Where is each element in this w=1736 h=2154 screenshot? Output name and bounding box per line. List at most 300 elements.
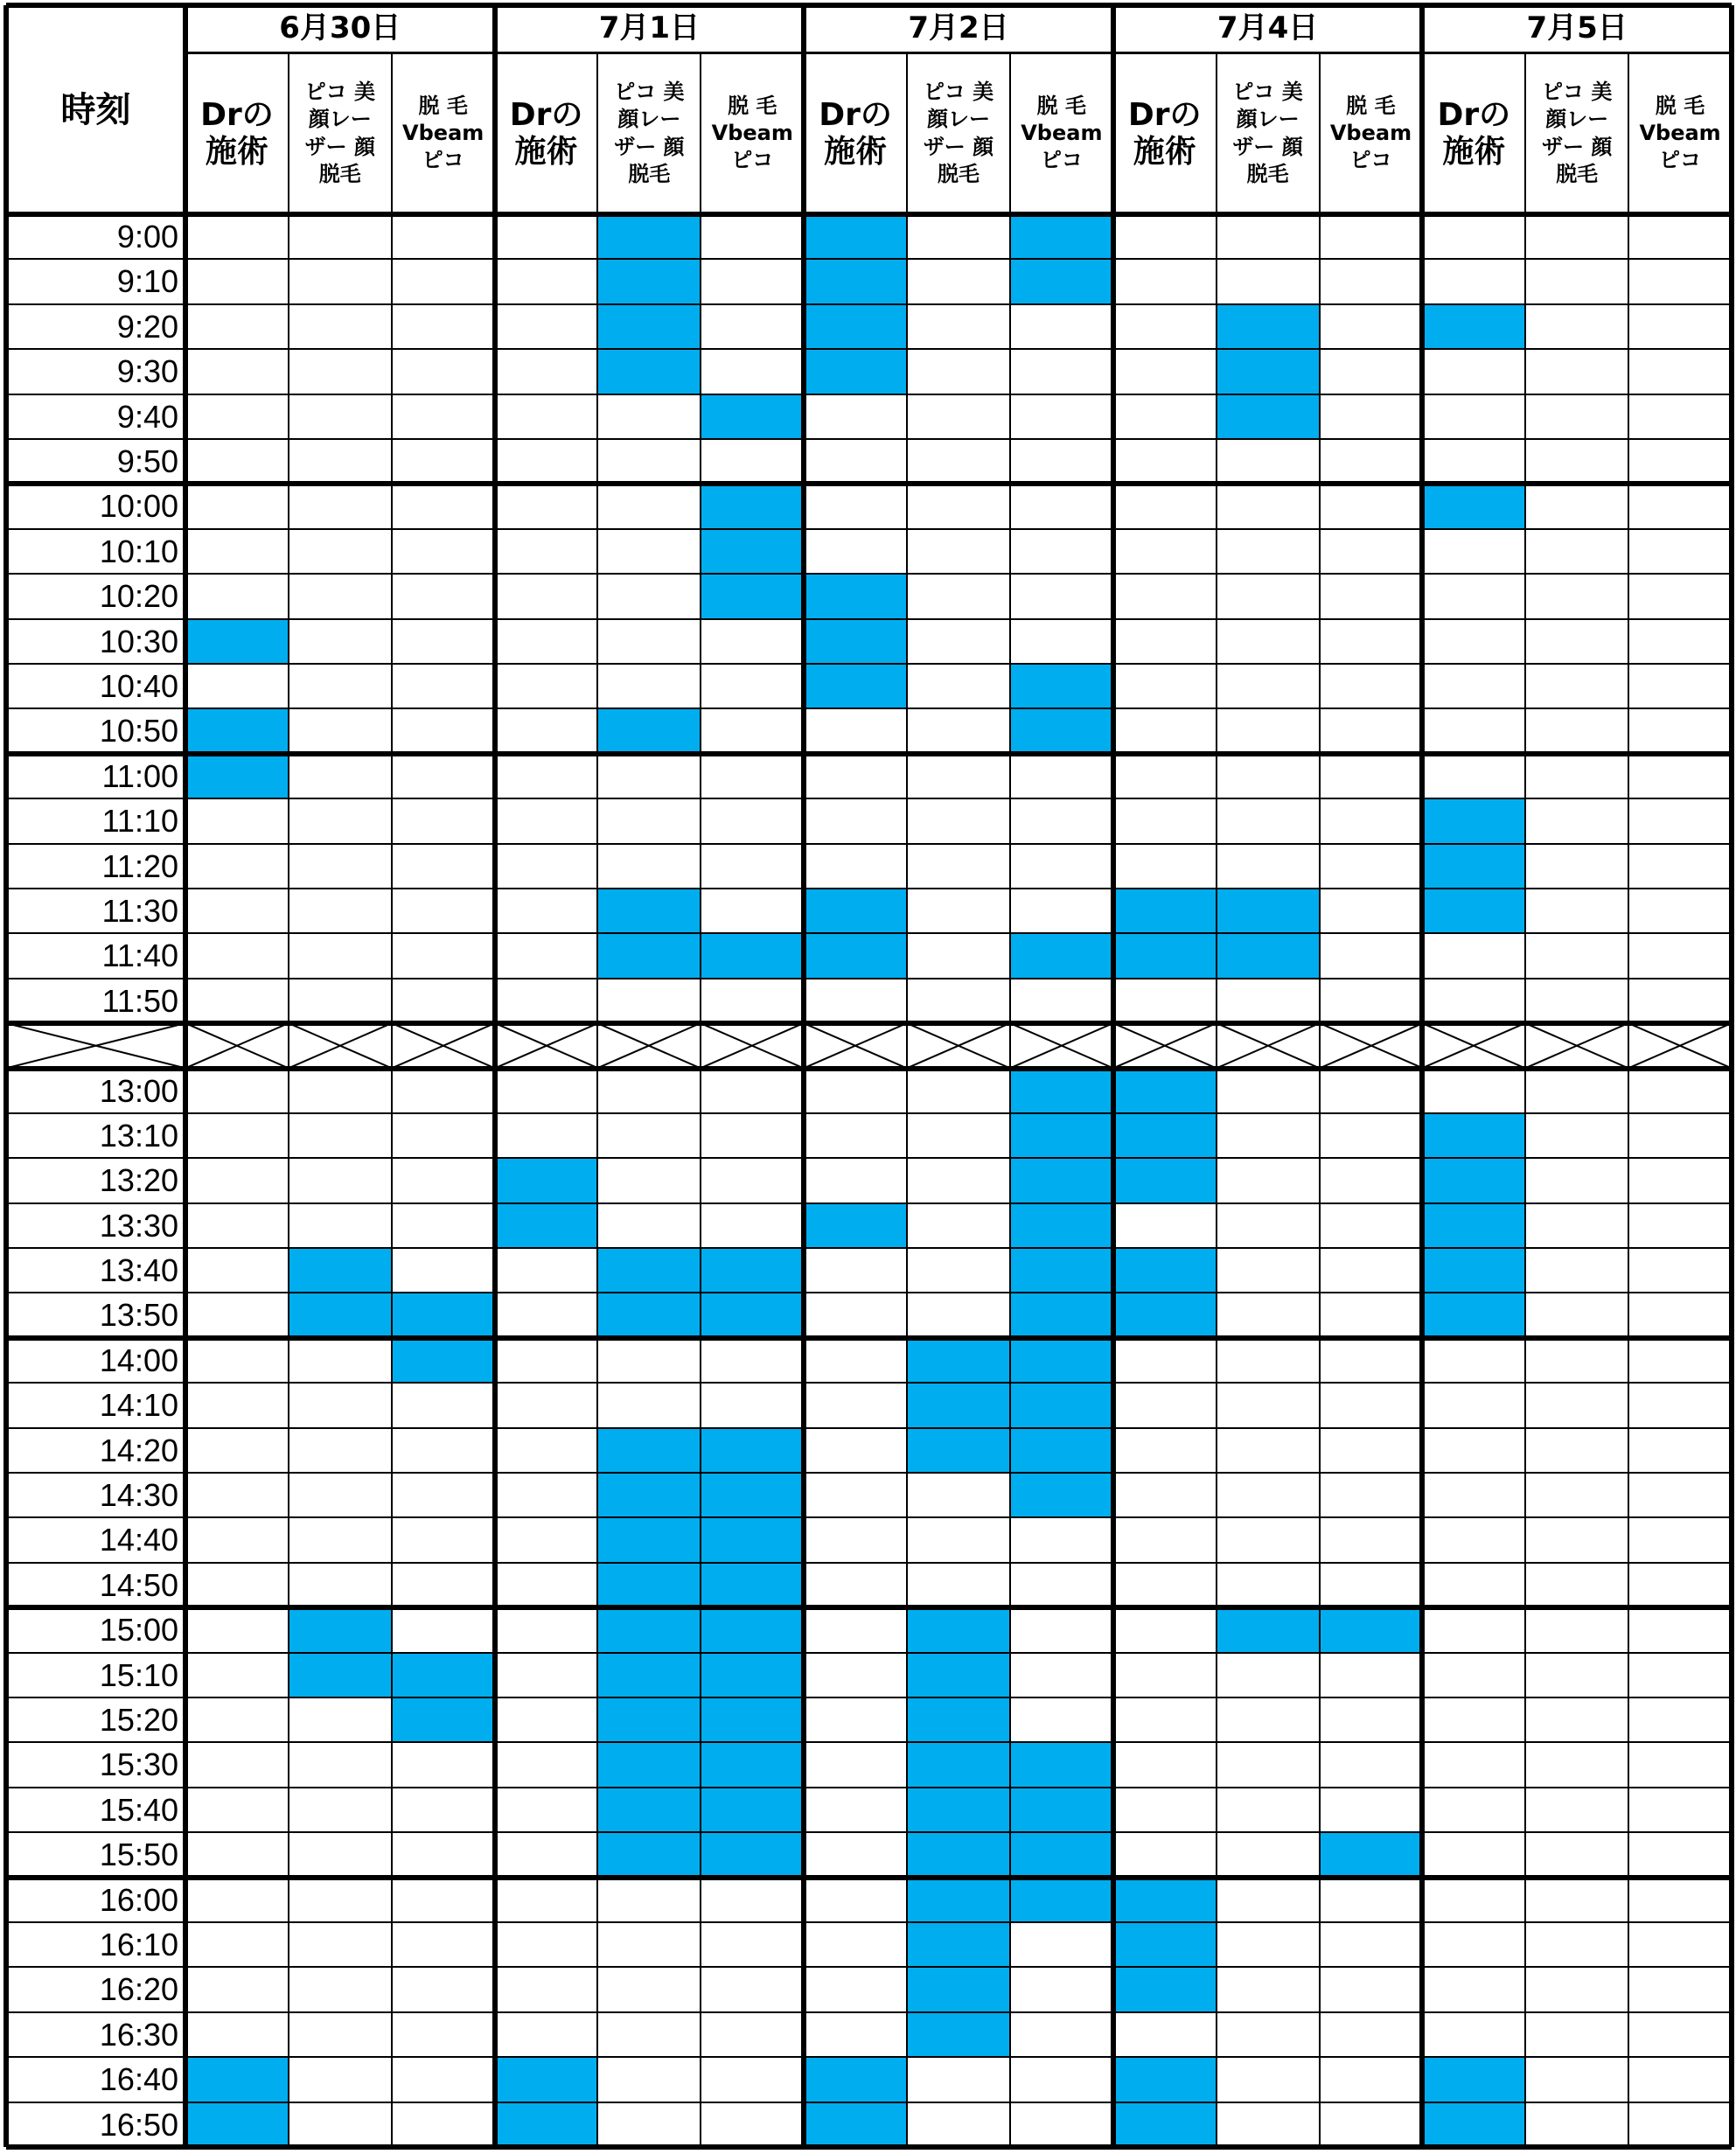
treatment-header	[597, 52, 701, 214]
time-label: 10:30	[99, 623, 178, 659]
booked-slot-4-0	[1422, 1158, 1525, 1202]
grid-line	[6, 1562, 1732, 1564]
treatment-header-line: ピコ 美	[1232, 80, 1303, 105]
break-cross	[495, 1023, 598, 1068]
break-cross	[1010, 1023, 1113, 1068]
time-label: 15:50	[99, 1837, 178, 1873]
booked-slot-1-2	[701, 1742, 804, 1787]
booked-slot-2-1	[907, 1922, 1010, 1967]
booked-slot-2-2	[1010, 1832, 1113, 1877]
break-cross	[1628, 1023, 1732, 1068]
booked-slot-0-2	[392, 1653, 495, 1697]
grid-line	[6, 751, 1732, 756]
treatment-header-line: ピコ	[1659, 148, 1702, 173]
booked-slot-4-0	[1422, 484, 1525, 528]
booked-slot-2-2	[1010, 1878, 1113, 1922]
booked-slot-2-2	[1010, 1203, 1113, 1248]
time-label: 16:20	[99, 1971, 178, 2008]
treatment-header-line: 顔レー	[617, 107, 681, 132]
booked-slot-2-0	[804, 619, 907, 664]
booked-slot-4-0	[1422, 1248, 1525, 1293]
treatment-header	[701, 52, 804, 214]
time-label: 14:50	[99, 1566, 178, 1603]
booked-slot-2-1	[907, 1338, 1010, 1383]
booked-slot-2-2	[1010, 214, 1113, 259]
break-cross	[1217, 1023, 1320, 1068]
grid-line	[6, 2056, 1732, 2058]
booked-slot-1-2	[701, 1697, 804, 1742]
booked-slot-1-1	[597, 304, 701, 349]
grid-line	[6, 1652, 1732, 1654]
booked-slot-2-1	[907, 1878, 1010, 1922]
time-label: 9:40	[116, 398, 178, 435]
grid-line	[6, 2011, 1732, 2013]
time-label: 15:30	[99, 1746, 178, 1783]
booked-slot-0-0	[185, 708, 289, 753]
booked-slot-2-1	[907, 1967, 1010, 2011]
booked-slot-1-1	[597, 349, 701, 394]
time-label: 13:00	[99, 1072, 178, 1109]
grid-line	[6, 212, 1732, 217]
grid-line	[6, 1831, 1732, 1833]
time-label: 14:00	[99, 1342, 178, 1378]
booked-slot-2-2	[1010, 933, 1113, 978]
time-label: 13:10	[99, 1117, 178, 1154]
booked-slot-2-2	[1010, 1293, 1113, 1337]
booked-slot-1-1	[597, 889, 701, 933]
treatment-header-line: 脱 毛	[418, 93, 468, 118]
booked-slot-2-1	[907, 2012, 1010, 2057]
booked-slot-2-1	[907, 1697, 1010, 1742]
grid-line	[6, 1516, 1732, 1518]
grid-line	[6, 1112, 1732, 1114]
time-label: 11:40	[101, 938, 178, 974]
booked-slot-3-0	[1113, 1922, 1217, 1967]
booked-slot-1-2	[701, 1563, 804, 1607]
booked-slot-1-2	[701, 933, 804, 978]
time-label: 10:10	[99, 533, 178, 569]
treatment-header-line: 顔レー	[926, 107, 990, 132]
grid-line	[6, 303, 1732, 305]
booked-slot-0-1	[289, 1248, 392, 1293]
time-label: 16:10	[99, 1927, 178, 1963]
treatment-header	[907, 52, 1010, 214]
grid-line	[6, 1605, 1732, 1610]
booked-slot-3-1	[1217, 933, 1320, 978]
treatment-header-line: ピコ	[1040, 148, 1083, 173]
booked-slot-1-1	[597, 1832, 701, 1877]
treatment-header-line: Vbeam	[402, 120, 485, 145]
break-cross	[1113, 1023, 1217, 1068]
treatment-header-line: 脱毛	[1556, 161, 1599, 186]
break-cross	[289, 1023, 392, 1068]
grid-line	[185, 52, 1732, 54]
treatment-header	[1217, 52, 1320, 214]
treatment-header-line: 顔レー	[1236, 107, 1300, 132]
treatment-header-line: ピコ	[1349, 148, 1392, 173]
time-label: 11:00	[101, 757, 178, 794]
time-label: 16:50	[99, 2106, 178, 2143]
date-header: 7月4日	[1217, 10, 1319, 46]
grid-line	[6, 932, 1732, 934]
grid-line	[6, 1875, 1732, 1880]
treatment-header-line: 脱 毛	[1655, 93, 1705, 118]
booked-slot-2-2	[1010, 1788, 1113, 1832]
treatment-header-line: 施術	[824, 133, 888, 170]
booked-slot-3-0	[1113, 1878, 1217, 1922]
treatment-header-line: ザー 顔	[304, 134, 375, 159]
booked-slot-2-0	[804, 574, 907, 618]
treatment-header-line: Vbeam	[1639, 120, 1721, 145]
time-label: 9:50	[116, 443, 178, 479]
grid-line	[6, 1921, 1732, 1923]
time-label: 13:30	[99, 1207, 178, 1244]
booked-slot-2-2	[1010, 1248, 1113, 1293]
time-label: 16:00	[99, 1881, 178, 1918]
treatment-header-line: Vbeam	[1021, 120, 1103, 145]
booked-slot-3-1	[1217, 349, 1320, 394]
break-cross	[597, 1023, 701, 1068]
booked-slot-2-2	[1010, 708, 1113, 753]
break-cross	[804, 1023, 907, 1068]
time-label: 13:50	[99, 1297, 178, 1334]
booked-slot-2-0	[804, 2102, 907, 2147]
treatment-header-line: 脱 毛	[1346, 93, 1396, 118]
booked-slot-2-0	[804, 664, 907, 708]
treatment-header-line: ピコ 美	[1542, 80, 1613, 105]
grid-line	[6, 1157, 1732, 1159]
treatment-header-line: Drの	[200, 97, 274, 134]
treatment-header-line: Drの	[819, 97, 892, 134]
booked-slot-1-2	[701, 1428, 804, 1473]
grid-line	[6, 481, 1732, 486]
booked-slot-3-0	[1113, 1293, 1217, 1337]
booked-slot-2-2	[1010, 1473, 1113, 1517]
booked-slot-1-1	[597, 1607, 701, 1652]
time-label: 11:30	[101, 892, 178, 929]
date-header: 7月5日	[1526, 10, 1628, 46]
grid-line	[801, 5, 806, 2147]
treatment-header-line: ザー 顔	[614, 134, 685, 159]
booked-slot-2-2	[1010, 259, 1113, 303]
treatment-header-line: Drの	[509, 97, 583, 134]
booked-slot-1-2	[701, 1293, 804, 1337]
date-header: 7月2日	[908, 10, 1009, 46]
booked-slot-2-1	[907, 1428, 1010, 1473]
time-label: 10:40	[99, 667, 178, 704]
booked-slot-1-1	[597, 933, 701, 978]
booked-slot-0-0	[185, 2102, 289, 2147]
booked-slot-4-0	[1422, 798, 1525, 843]
booked-slot-0-1	[289, 1653, 392, 1697]
date-header: 7月1日	[598, 10, 701, 46]
grid-line	[6, 888, 1732, 889]
booked-slot-2-0	[804, 2057, 907, 2102]
time-label: 10:00	[99, 488, 178, 525]
time-label: 9:30	[116, 353, 178, 390]
grid-line	[1419, 5, 1425, 2147]
treatment-header	[1010, 52, 1113, 214]
treatment-header-line: ピコ 美	[614, 80, 685, 105]
grid-line	[6, 1741, 1732, 1743]
booked-slot-2-0	[804, 889, 907, 933]
booked-slot-2-2	[1010, 1158, 1113, 1202]
time-label: 11:20	[101, 847, 178, 884]
treatment-header-line: Vbeam	[711, 120, 793, 145]
booked-slot-1-2	[701, 1517, 804, 1562]
booked-slot-3-1	[1217, 1607, 1320, 1652]
booked-slot-1-2	[701, 529, 804, 574]
time-label: 14:10	[99, 1387, 178, 1424]
treatment-header-line: Vbeam	[1329, 120, 1412, 145]
time-column-header: 時刻	[60, 89, 131, 130]
booked-slot-1-1	[597, 1428, 701, 1473]
time-label: 15:00	[99, 1612, 178, 1649]
booked-slot-4-0	[1422, 2057, 1525, 2102]
booked-slot-2-2	[1010, 1742, 1113, 1787]
booked-slot-1-2	[701, 1788, 804, 1832]
booked-slot-1-1	[597, 1653, 701, 1697]
booked-slot-2-1	[907, 1383, 1010, 1427]
booked-slot-1-0	[495, 1158, 598, 1202]
booked-slot-3-0	[1113, 933, 1217, 978]
treatment-header-line: 脱毛	[937, 161, 980, 186]
grid-line	[6, 1202, 1732, 1204]
grid-line	[6, 1472, 1732, 1474]
booked-slot-4-0	[1422, 1293, 1525, 1337]
booked-slot-2-0	[804, 349, 907, 394]
treatment-header	[1320, 52, 1423, 214]
grid-line	[6, 843, 1732, 845]
grid-line	[3, 5, 9, 2147]
grid-line	[6, 438, 1732, 440]
grid-line	[6, 348, 1732, 350]
treatment-header-line: Drの	[1437, 97, 1511, 134]
booked-slot-1-2	[701, 1473, 804, 1517]
booked-slot-3-0	[1113, 1069, 1217, 1113]
grid-line	[6, 258, 1732, 260]
booked-slot-1-1	[597, 1742, 701, 1787]
booked-slot-0-2	[392, 1697, 495, 1742]
booked-slot-1-2	[701, 1248, 804, 1293]
break-cross	[6, 1023, 185, 1068]
treatment-header	[1628, 52, 1732, 214]
break-cross	[185, 1023, 289, 1068]
booked-slot-1-1	[597, 214, 701, 259]
booked-slot-3-2	[1320, 1607, 1423, 1652]
booked-slot-1-1	[597, 259, 701, 303]
booked-slot-1-1	[597, 708, 701, 753]
grid-line	[6, 1247, 1732, 1249]
booked-slot-3-0	[1113, 1967, 1217, 2011]
treatment-header	[185, 52, 289, 214]
grid-line	[183, 5, 188, 2147]
grid-line	[6, 1427, 1732, 1429]
date-header: 6月30日	[279, 10, 401, 46]
booked-slot-2-2	[1010, 664, 1113, 708]
time-label: 13:20	[99, 1162, 178, 1199]
booked-slot-1-0	[495, 2057, 598, 2102]
treatment-header-line: 施術	[205, 133, 268, 170]
break-cross	[907, 1023, 1010, 1068]
treatment-header	[1422, 52, 1525, 214]
booked-slot-2-0	[804, 304, 907, 349]
time-label: 14:40	[99, 1522, 178, 1558]
time-label: 15:10	[99, 1656, 178, 1693]
treatment-header-line: 脱毛	[1246, 161, 1289, 186]
booked-slot-3-0	[1113, 1113, 1217, 1158]
grid-line	[6, 1066, 1732, 1071]
booked-slot-2-2	[1010, 1383, 1113, 1427]
booked-slot-3-1	[1217, 394, 1320, 439]
time-label: 14:30	[99, 1477, 178, 1514]
treatment-header-line: 施術	[1442, 133, 1506, 170]
grid-line	[6, 3, 1732, 8]
booked-slot-1-2	[701, 484, 804, 528]
treatment-header-line: 顔レー	[1545, 107, 1609, 132]
booked-slot-0-0	[185, 619, 289, 664]
booked-slot-4-0	[1422, 304, 1525, 349]
grid-line	[492, 5, 498, 2147]
booked-slot-3-1	[1217, 304, 1320, 349]
grid-line	[6, 663, 1732, 665]
booked-slot-4-0	[1422, 2102, 1525, 2147]
grid-line	[6, 528, 1732, 530]
booked-slot-0-2	[392, 1338, 495, 1383]
treatment-header	[1113, 52, 1217, 214]
booked-slot-1-2	[701, 1607, 804, 1652]
treatment-header-line: ピコ	[422, 148, 464, 173]
treatment-header-line: ザー 顔	[1232, 134, 1303, 159]
grid-line	[6, 708, 1732, 709]
booked-slot-0-1	[289, 1607, 392, 1652]
time-label: 9:00	[116, 219, 178, 254]
booked-slot-1-1	[597, 1697, 701, 1742]
time-label: 15:20	[99, 1702, 178, 1739]
booked-slot-1-0	[495, 1203, 598, 1248]
treatment-header-line: ザー 顔	[923, 134, 994, 159]
grid-line	[6, 2144, 1732, 2150]
booked-slot-4-0	[1422, 844, 1525, 889]
treatment-header	[495, 52, 598, 214]
grid-line	[6, 394, 1732, 395]
booked-slot-4-0	[1422, 889, 1525, 933]
booked-slot-3-2	[1320, 1832, 1423, 1877]
booked-slot-2-2	[1010, 1338, 1113, 1383]
grid-line	[6, 1697, 1732, 1698]
booked-slot-2-1	[907, 1607, 1010, 1652]
grid-line	[6, 1787, 1732, 1788]
break-cross	[701, 1023, 804, 1068]
grid-line	[6, 618, 1732, 620]
booked-slot-2-1	[907, 1832, 1010, 1877]
time-label: 16:40	[99, 2061, 178, 2098]
booked-slot-3-0	[1113, 2102, 1217, 2147]
booked-slot-1-2	[701, 574, 804, 618]
booked-slot-3-0	[1113, 1158, 1217, 1202]
booked-slot-1-2	[701, 1653, 804, 1697]
time-label: 9:10	[116, 263, 178, 300]
booked-slot-2-1	[907, 1653, 1010, 1697]
grid-line	[6, 573, 1732, 575]
treatment-header-line: 顔レー	[308, 107, 372, 132]
booked-slot-1-1	[597, 1248, 701, 1293]
booked-slot-3-1	[1217, 889, 1320, 933]
booked-slot-0-0	[185, 754, 289, 798]
booked-slot-1-1	[597, 1788, 701, 1832]
grid-line	[6, 1382, 1732, 1384]
treatment-header-line: ザー 顔	[1542, 134, 1613, 159]
break-cross	[1422, 1023, 1525, 1068]
booked-slot-1-1	[597, 1563, 701, 1607]
grid-line	[1111, 5, 1116, 2147]
booked-slot-2-2	[1010, 1069, 1113, 1113]
booked-slot-2-1	[907, 1742, 1010, 1787]
treatment-header	[392, 52, 495, 214]
grid-line	[6, 978, 1732, 979]
booked-slot-2-0	[804, 214, 907, 259]
booked-slot-3-0	[1113, 1248, 1217, 1293]
booked-slot-2-2	[1010, 1428, 1113, 1473]
treatment-header	[804, 52, 907, 214]
booked-slot-0-1	[289, 1293, 392, 1337]
time-label: 15:40	[99, 1791, 178, 1828]
booked-slot-1-2	[701, 1832, 804, 1877]
treatment-header-line: 施術	[514, 133, 578, 170]
grid-line	[6, 1335, 1732, 1341]
booked-slot-1-1	[597, 1517, 701, 1562]
booked-slot-1-0	[495, 2102, 598, 2147]
grid-line	[1729, 5, 1734, 2147]
time-label: 11:50	[101, 982, 178, 1019]
grid-line	[6, 1966, 1732, 1968]
break-cross	[392, 1023, 495, 1068]
time-label: 14:20	[99, 1432, 178, 1468]
time-label: 10:20	[99, 578, 178, 615]
booked-slot-2-2	[1010, 1113, 1113, 1158]
time-label: 9:20	[116, 308, 178, 345]
time-label: 11:10	[101, 803, 178, 840]
booked-slot-1-1	[597, 1293, 701, 1337]
booked-slot-2-0	[804, 1203, 907, 1248]
grid-line	[6, 1021, 1732, 1026]
booked-slot-3-0	[1113, 889, 1217, 933]
time-label: 10:50	[99, 713, 178, 749]
booked-slot-3-0	[1113, 2057, 1217, 2102]
treatment-header-line: 脱毛	[628, 161, 671, 186]
booked-slot-2-0	[804, 259, 907, 303]
booked-slot-2-1	[907, 1788, 1010, 1832]
booked-slot-0-2	[392, 1293, 495, 1337]
break-cross	[1320, 1023, 1423, 1068]
booked-slot-1-2	[701, 394, 804, 439]
booked-slot-4-0	[1422, 1113, 1525, 1158]
treatment-header-line: ピコ 美	[923, 80, 994, 105]
treatment-header-line: ピコ 美	[304, 80, 375, 105]
treatment-header-line: Drの	[1127, 97, 1202, 134]
booked-slot-0-0	[185, 2057, 289, 2102]
booked-slot-4-0	[1422, 1203, 1525, 1248]
treatment-header	[289, 52, 392, 214]
grid-line	[6, 798, 1732, 799]
treatment-header-line: 脱 毛	[1036, 93, 1087, 118]
break-cross	[1525, 1023, 1628, 1068]
treatment-header-line: 脱 毛	[728, 93, 777, 118]
treatment-header-line: ピコ	[731, 148, 774, 173]
booked-slot-1-1	[597, 1473, 701, 1517]
treatment-header	[1525, 52, 1628, 214]
treatment-header-line: 脱毛	[318, 161, 361, 186]
